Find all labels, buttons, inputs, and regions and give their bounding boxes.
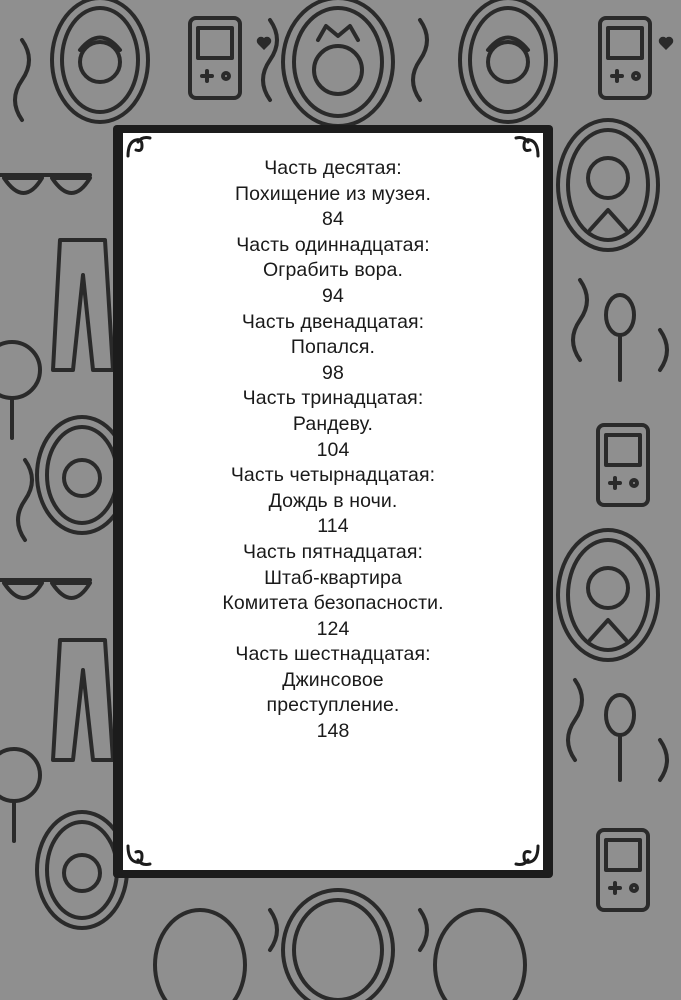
page-number: 94 [322, 284, 344, 307]
chapter-title: Похищение из музея. [235, 182, 431, 205]
chapter-heading: Часть двенадцатая: [241, 310, 425, 333]
table-of-contents [123, 156, 543, 745]
corner-curl-icon [124, 842, 154, 868]
queen-portrait-icon [283, 0, 393, 126]
chapter-heading: Часть пятнадцатая: [242, 540, 424, 563]
chapter-title: Комитета безопасности. [222, 592, 444, 615]
man-portrait-icon [558, 530, 658, 660]
corner-curl-icon [512, 842, 542, 868]
sunglasses-icon [0, 580, 90, 598]
page-number: 124 [316, 617, 350, 640]
game-console-icon [190, 18, 240, 98]
game-console-icon [598, 425, 648, 505]
chapter-title: Попался. [290, 336, 376, 359]
portrait-frame-icon [52, 0, 148, 122]
chapter-heading: Часть тринадцатая: [242, 387, 424, 410]
chapter-title: преступление. [266, 694, 400, 717]
game-console-icon [598, 830, 648, 910]
hand-mirror-icon [0, 342, 40, 438]
chapter-title: Ограбить вора. [262, 259, 404, 282]
chapter-heading: Часть одиннадцатая: [236, 233, 430, 256]
page-number: 148 [316, 720, 350, 743]
chapter-title: Дождь в ночи. [268, 489, 398, 512]
portrait-frame-icon [155, 910, 525, 1000]
chapter-title: Джинсовое [282, 668, 384, 691]
chapter-heading: Часть десятая: [264, 157, 402, 179]
chapter-title: Рандеву. [292, 412, 374, 435]
queen-portrait-icon [283, 890, 393, 1000]
spoon-icon [606, 695, 634, 780]
portrait-frame-icon [460, 0, 556, 122]
chapter-heading: Часть шестнадцатая: [235, 643, 431, 666]
hand-mirror-icon [0, 749, 40, 841]
page-number: 104 [316, 438, 350, 461]
page-number: 98 [322, 361, 344, 384]
man-portrait-icon [558, 120, 658, 250]
jeans-icon [53, 240, 113, 370]
game-console-icon [600, 18, 650, 98]
jeans-icon [53, 640, 113, 760]
page-number: 84 [322, 208, 344, 231]
page-number: 114 [317, 515, 349, 538]
sunglasses-icon [0, 175, 90, 193]
chapter-title: Штаб-квартира [264, 566, 402, 589]
chapter-heading: Часть четырнадцатая: [230, 464, 436, 487]
spoon-icon [606, 295, 634, 380]
